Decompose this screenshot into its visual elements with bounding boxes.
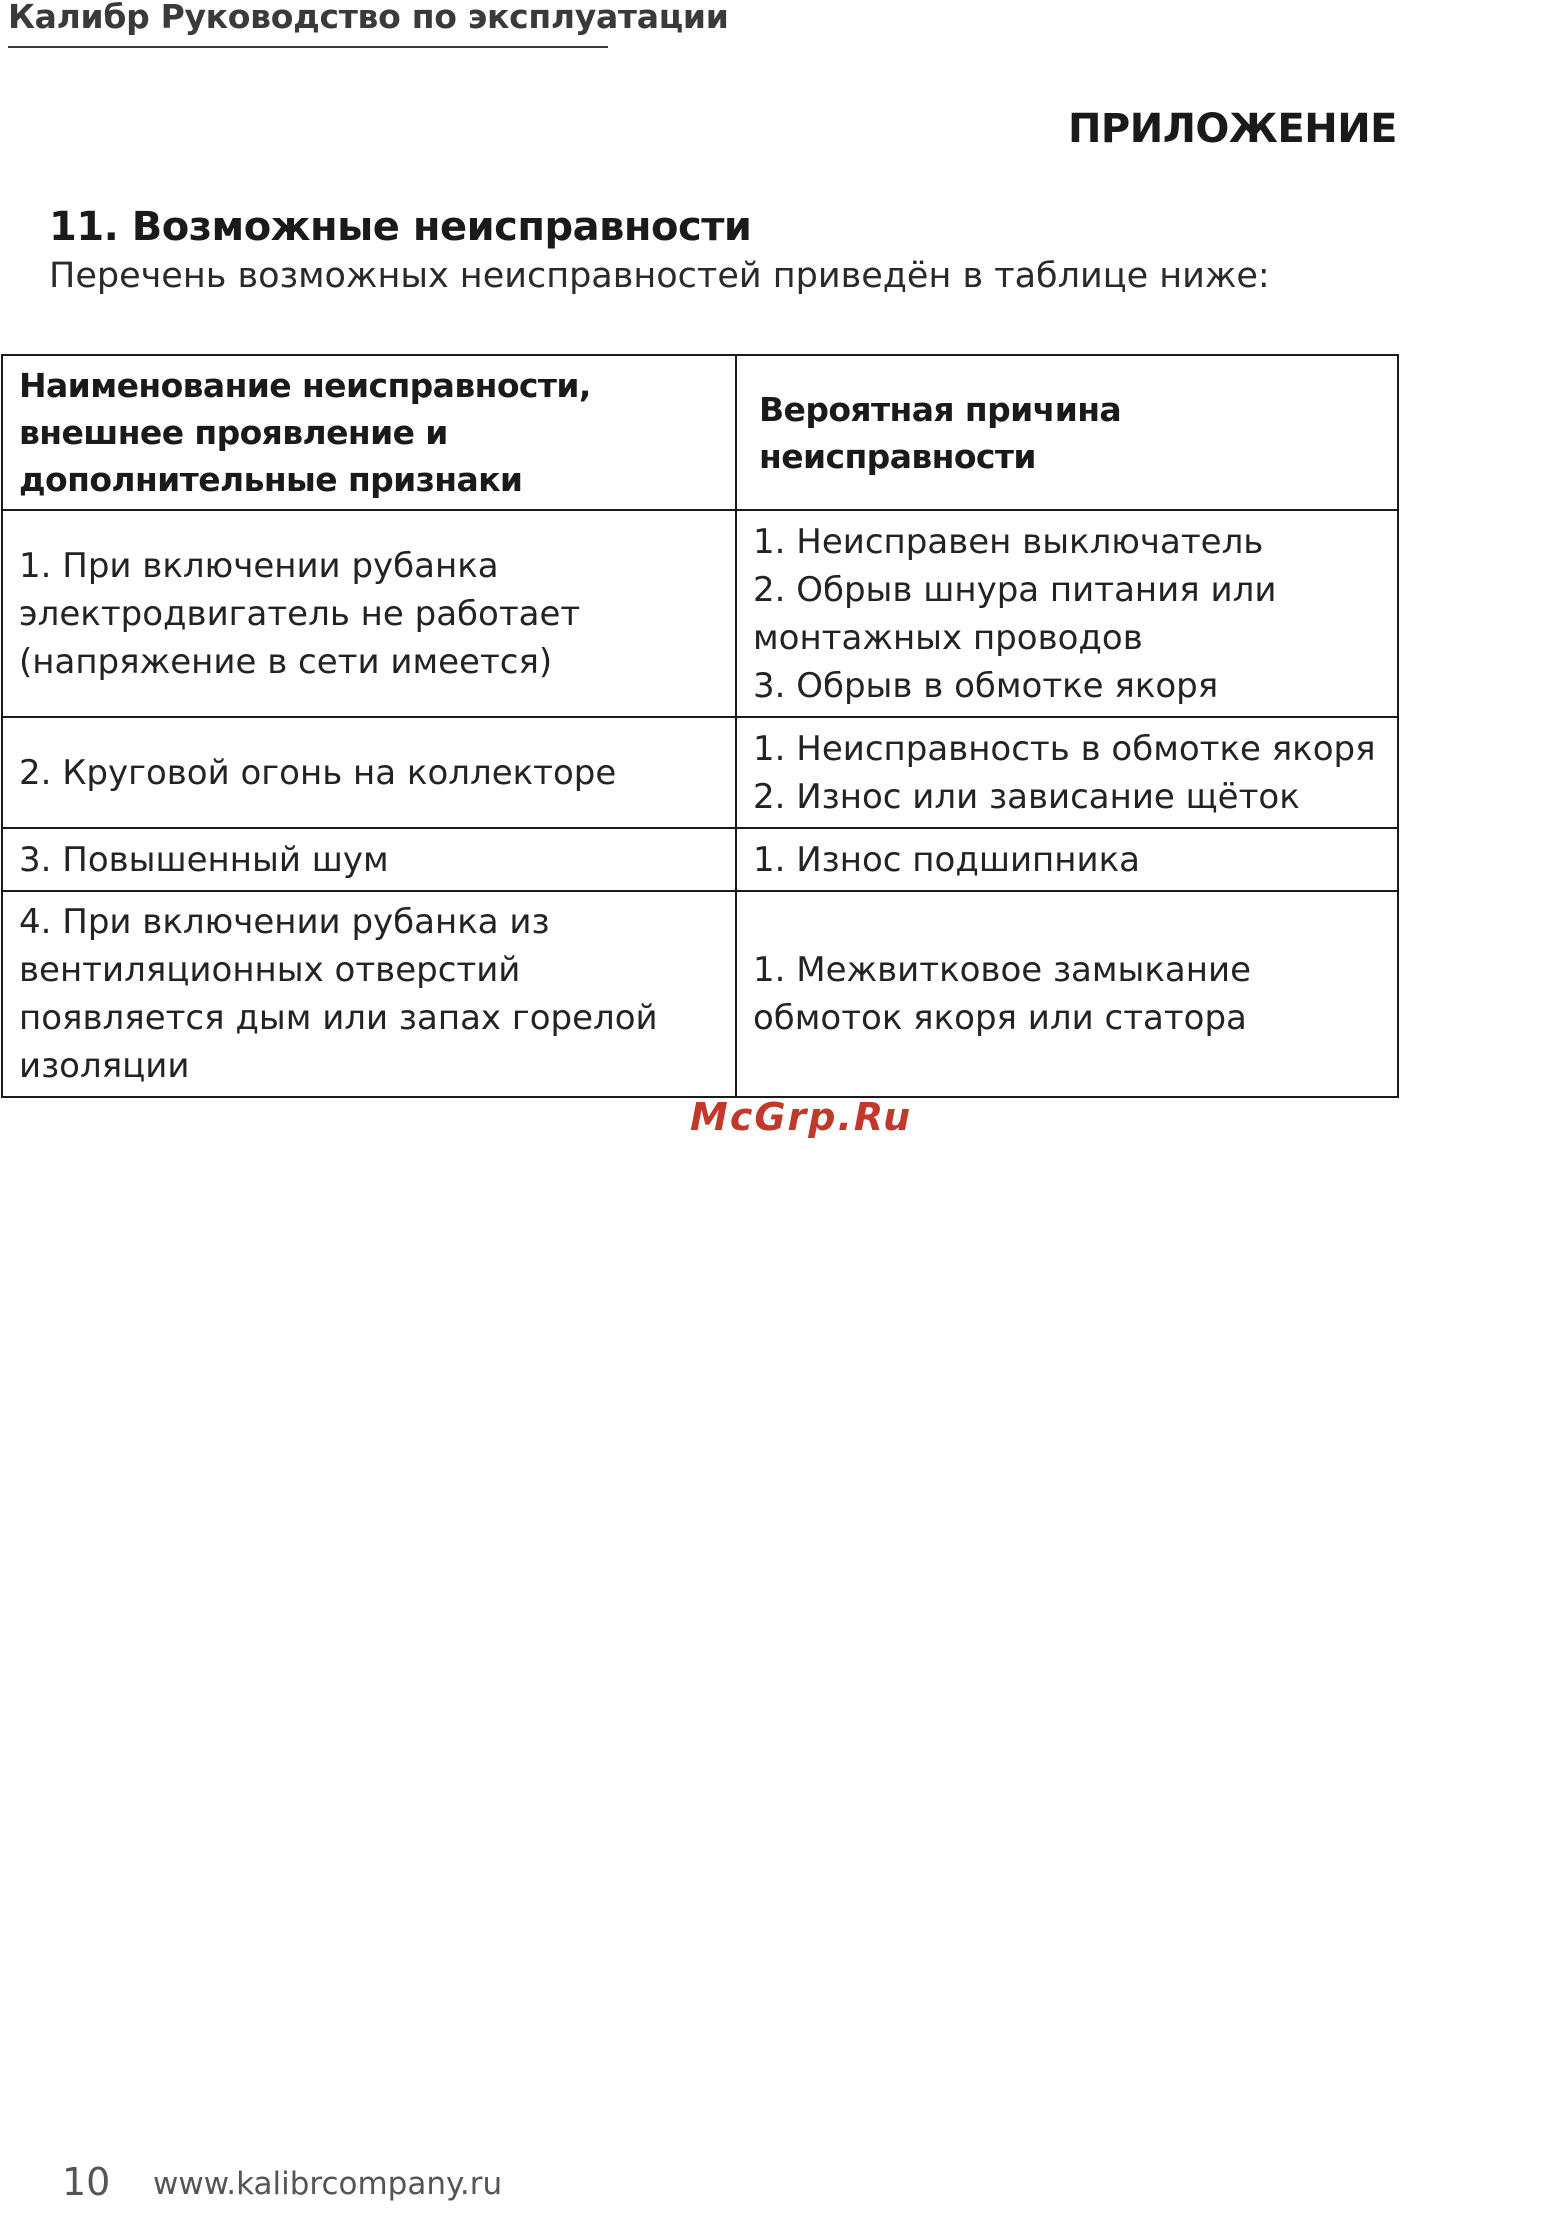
cause-line: 3. Обрыв в обмотке якоря xyxy=(753,665,1219,706)
cause-cell xyxy=(736,717,1398,828)
cause-cell xyxy=(736,828,1398,891)
table-header-row xyxy=(2,355,1398,510)
cause-line: 1. Межвитковое замыкание обмоток якоря или статора xyxy=(753,950,1251,1038)
cause-line: 2. Износ или зависание щёток xyxy=(753,776,1300,817)
section-intro: Перечень возможных неисправностей приведён в таблице ниже: xyxy=(49,256,1270,296)
section-title: 11. Возможные неисправности xyxy=(49,204,752,250)
table-row xyxy=(2,891,1398,1097)
fault-cell: 3. Повышенный шум xyxy=(2,828,736,891)
appendix-label: ПРИЛОЖЕНИЕ xyxy=(1067,106,1397,152)
website-link[interactable]: www.kalibrcompany.ru xyxy=(153,2166,503,2202)
running-header: Калибр Руководство по эксплуатации xyxy=(8,0,608,48)
table-row xyxy=(2,828,1398,891)
fault-cell: 4. При включении рубанка из вентиляционных отверстий появляется дым или запах горелой изоляции xyxy=(2,891,736,1097)
watermark: McGrp.Ru xyxy=(690,1095,913,1139)
page-number: 10 xyxy=(62,2160,111,2204)
cause-line: 2. Обрыв шнура питания или монтажных проводов xyxy=(753,569,1277,658)
table-row xyxy=(2,717,1398,828)
cause-line: 1. Износ подшипника xyxy=(753,839,1140,880)
faults-table xyxy=(1,354,1399,1098)
fault-cell: 1. При включении рубанка электродвигатель не работает (напряжение в сети имеется) xyxy=(2,510,736,717)
cause-cell xyxy=(736,510,1398,717)
header-fault-column: Наименование неисправности, внешнее проявление и дополнительные признаки xyxy=(2,355,736,510)
header-cause-column: Вероятная причина неисправности xyxy=(736,355,1398,510)
cause-line: 1. Неисправен выключатель xyxy=(753,521,1264,562)
cause-cell xyxy=(736,891,1398,1097)
fault-cell: 2. Круговой огонь на коллекторе xyxy=(2,717,736,828)
table-row xyxy=(2,510,1398,717)
cause-line: 1. Неисправность в обмотке якоря xyxy=(753,728,1376,769)
